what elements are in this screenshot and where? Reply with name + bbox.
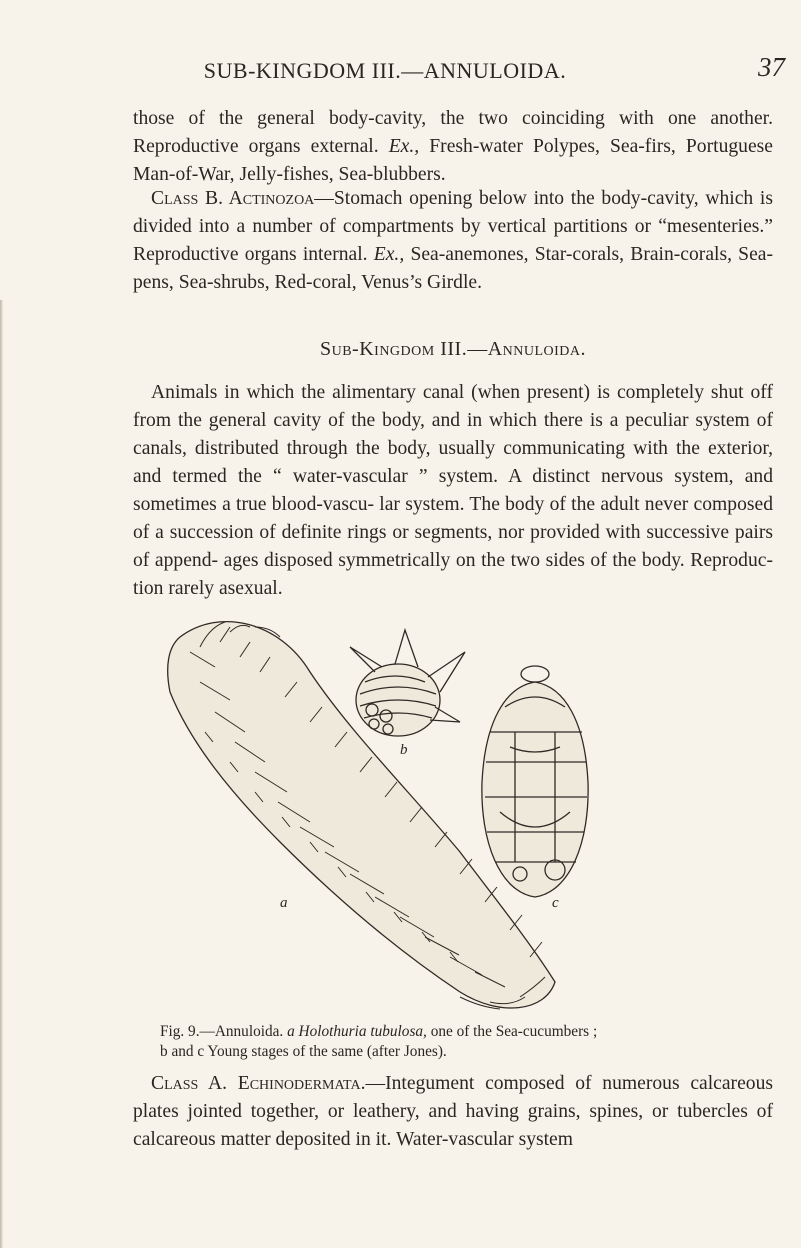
paragraph-actinozoa [133,185,773,297]
class-b-heading: Class B. Actinozoa [151,188,315,209]
section-title: Sub-Kingdom III.—Annuloida. [319,338,587,360]
p2-ex: Ex., [373,244,405,265]
figure-caption [160,1022,640,1062]
p1-ex: Ex., [388,136,420,157]
p2-examples: Sea-anemones, Star-corals, Brain-corals, Sea-pens, Sea-shrubs, Red-coral, Venus’s Girdle. [133,244,774,293]
figure-label-b: b [400,742,408,758]
class-a-heading: Class A. Echinodermata. [151,1073,366,1094]
figure-label-a: a [280,895,288,911]
figure-9-illustration [160,612,590,1022]
paragraph-echinodermata [133,1070,773,1154]
caption-line-2: b and c Young stages of the same (after Jones). [160,1043,447,1060]
paragraph-hydrozoa-continued [133,105,773,189]
p2-text: —Stomach opening below into the body-cavity, which is divided into a number of compartments by vertical partitions or “mesenteries.” Reproductive organs internal. [133,188,773,265]
binding-edge [0,300,3,1248]
p1-text: those of the general body-cavity, the two coinciding with one another. Reproductive organs external. [133,108,773,157]
page-number: 37 [758,52,785,82]
caption-rest: one of the Sea-cucumbers ; [430,1023,598,1040]
paragraph-annuloida-definition: Animals in which the alimentary canal (when present) is completely shut off from the general cavity of the body, and in which there is a peculiar system of canals, distributed through the body, usually communicating with the exterior, and termed the “ water-vascular ” system. A distinct nervous system, and sometimes a true blood-vascu- lar system. The body of the adult never composed of a succession of definite rings or segments, nor provided with successive pairs of append- ages disposed symmetrically on the two sides of the body. Reproduc- tion rarely asexual. [133,382,773,599]
holothuria-engraving [160,612,590,1022]
p1-examples: Fresh-water Polypes, Sea-firs, Portuguese Man-of-War, Jelly-fishes, Sea-blubbers. [133,136,773,185]
caption-species: a Holothuria tubulosa, [287,1023,427,1040]
caption-fig-number: Fig. 9.—Annuloida. [160,1023,284,1040]
figure-label-c: c [552,895,559,911]
running-head: SUB-KINGDOM III.—ANNULOIDA. [203,58,567,83]
p4-text: —Integument composed of numerous calcareous plates jointed together, or leathery, and having grains, spines, or tubercles of calcareous matter deposited in it. Water-vascular system [133,1073,773,1150]
